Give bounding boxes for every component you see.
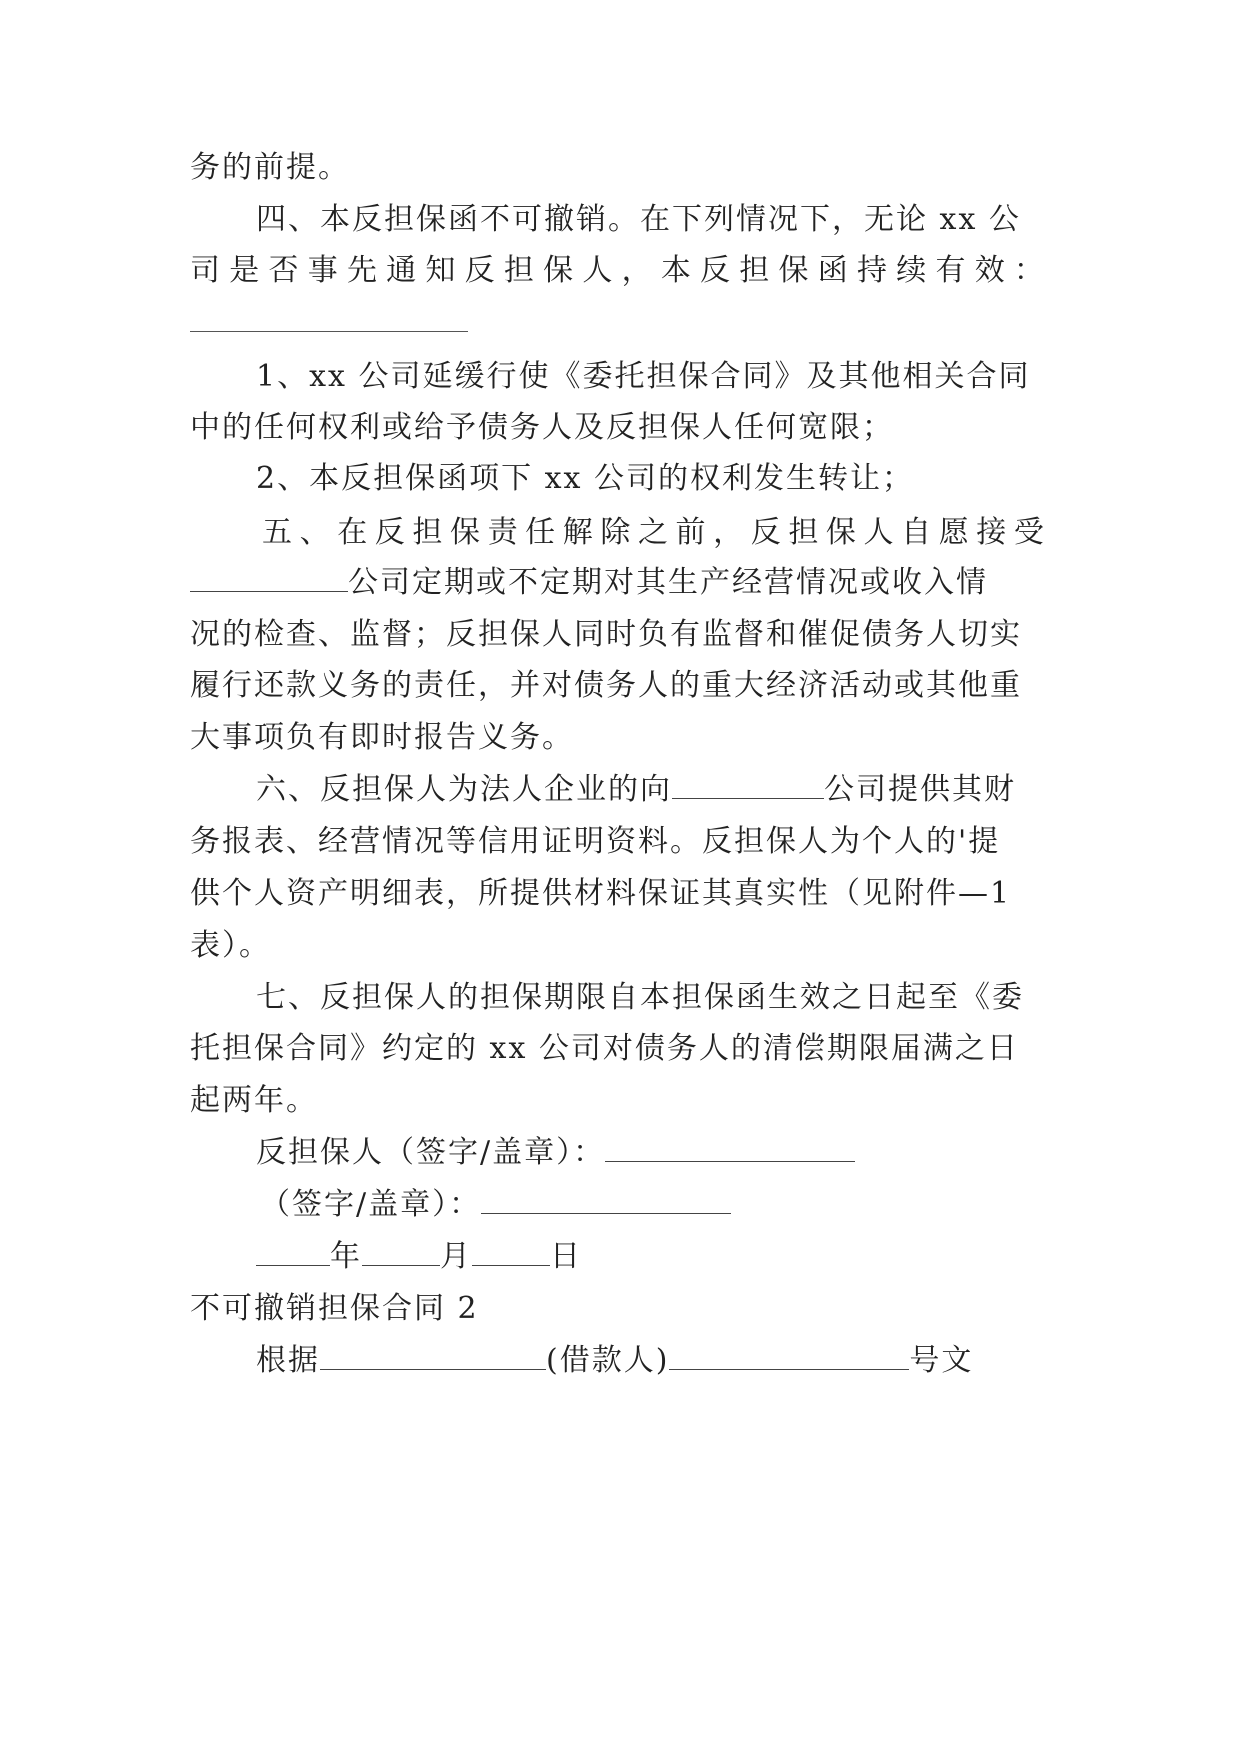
text-span: 号文 bbox=[909, 1343, 974, 1378]
justified-char: 续 bbox=[896, 253, 929, 288]
justified-char: 人 bbox=[582, 253, 615, 288]
justified-char: 五 bbox=[262, 515, 294, 550]
justified-char: 通 bbox=[386, 253, 419, 288]
year-label: 年 bbox=[330, 1239, 362, 1274]
justified-char: 保 bbox=[449, 515, 482, 550]
signature-blank[interactable] bbox=[481, 1187, 731, 1214]
text-line: 起两年。 bbox=[190, 1083, 318, 1118]
justified-char: 知 bbox=[425, 253, 458, 288]
justified-char: 责 bbox=[487, 515, 520, 550]
item-one-line: 1、xx 公司延缓行使《委托担保合同》及其他相关合同 bbox=[256, 359, 1031, 394]
year-blank[interactable] bbox=[256, 1239, 330, 1266]
clause-four-line: 四、本反担保函不可撤销。在下列情况下，无论 xx 公 bbox=[256, 202, 1021, 237]
justified-char: 愿 bbox=[938, 515, 971, 550]
justified-char: 效 bbox=[974, 253, 1007, 288]
signature-blank[interactable] bbox=[605, 1135, 855, 1162]
day-label: 日 bbox=[550, 1239, 582, 1274]
justified-char: 函 bbox=[817, 253, 850, 288]
justified-char: 之 bbox=[637, 515, 670, 550]
clause-five-justified-line bbox=[262, 513, 1046, 553]
text-span: 公司定期或不定期对其生产经营情况或收入情 bbox=[348, 565, 988, 600]
justified-char: 担 bbox=[412, 515, 445, 550]
justified-char: 持 bbox=[856, 253, 889, 288]
justified-char: 反 bbox=[700, 253, 733, 288]
justified-char: 在 bbox=[337, 515, 370, 550]
justified-char: 自 bbox=[901, 515, 934, 550]
justified-char: ， bbox=[713, 515, 746, 550]
justified-char: 担 bbox=[503, 253, 536, 288]
text-line: 务报表、经营情况等信用证明资料。反担保人为个人的'提 bbox=[190, 824, 1001, 859]
justified-char: 事 bbox=[307, 253, 340, 288]
company-blank[interactable] bbox=[190, 565, 348, 592]
item-two-line: 2、本反担保函项下 xx 公司的权利发生转让； bbox=[256, 461, 914, 496]
text-line: 中的任何权利或给予债务人及反担保人任何宽限； bbox=[190, 410, 894, 445]
text-span: 根据 bbox=[256, 1343, 320, 1378]
justified-char: 保 bbox=[825, 515, 858, 550]
day-blank[interactable] bbox=[472, 1239, 550, 1266]
month-blank[interactable] bbox=[362, 1239, 440, 1266]
justified-char: 反 bbox=[464, 253, 497, 288]
text-span: 公司提供其财 bbox=[824, 772, 1016, 807]
footnote-separator bbox=[190, 331, 468, 332]
clause-seven-line: 七、反担保人的担保期限自本担保函生效之日起至《委 bbox=[256, 980, 1024, 1015]
clause-six-line bbox=[256, 770, 1046, 810]
justified-char: 担 bbox=[739, 253, 772, 288]
justified-char: 反 bbox=[750, 515, 783, 550]
justified-char: 先 bbox=[346, 253, 379, 288]
justified-char: 反 bbox=[374, 515, 407, 550]
justified-char: 担 bbox=[788, 515, 821, 550]
justified-char: 解 bbox=[562, 515, 595, 550]
borrower-blank[interactable] bbox=[320, 1343, 546, 1370]
seal-signature-line bbox=[260, 1185, 1046, 1225]
clause-four-justified-line bbox=[190, 251, 1046, 291]
text-line: 托担保合同》约定的 xx 公司对债务人的清偿期限届满之日 bbox=[190, 1031, 1019, 1066]
company-blank[interactable] bbox=[672, 772, 824, 799]
justified-char: 除 bbox=[600, 515, 633, 550]
justified-char: 司 bbox=[190, 253, 222, 288]
text-span: 六、反担保人为法人企业的向 bbox=[256, 772, 672, 807]
document-number-blank[interactable] bbox=[669, 1343, 909, 1370]
month-label: 月 bbox=[440, 1239, 472, 1274]
justified-char: 任 bbox=[525, 515, 558, 550]
text-line: 供个人资产明细表，所提供材料保证其真实性（见附件—1 bbox=[190, 876, 1012, 911]
justified-char: 人 bbox=[863, 515, 896, 550]
justified-char: 保 bbox=[543, 253, 576, 288]
contract-intro-line bbox=[256, 1341, 1046, 1381]
text-line: 务的前提。 bbox=[190, 150, 350, 185]
signature-label: （签字/盖章）： bbox=[260, 1187, 482, 1222]
justified-char: 前 bbox=[675, 515, 708, 550]
justified-char: 接 bbox=[976, 515, 1009, 550]
justified-char: 、 bbox=[299, 515, 332, 550]
justified-char: ， bbox=[621, 253, 654, 288]
justified-char: 受 bbox=[1013, 515, 1046, 550]
justified-char: 本 bbox=[660, 253, 693, 288]
text-line: 况的检查、监督；反担保人同时负有监督和催促债务人切实 bbox=[190, 617, 1022, 652]
justified-char: 保 bbox=[778, 253, 811, 288]
justified-char: 是 bbox=[229, 253, 262, 288]
clause-five-blank-line bbox=[190, 563, 1046, 603]
justified-char: ： bbox=[1013, 253, 1046, 288]
guarantor-signature-line bbox=[256, 1133, 1046, 1173]
signature-label: 反担保人（签字/盖章）： bbox=[256, 1135, 606, 1170]
justified-char: 否 bbox=[268, 253, 301, 288]
section-title: 不可撤销担保合同 2 bbox=[190, 1291, 479, 1326]
text-span: (借款人) bbox=[546, 1343, 670, 1378]
text-line: 大事项负有即时报告义务。 bbox=[190, 720, 574, 755]
text-line: 表）。 bbox=[190, 928, 271, 963]
date-line bbox=[256, 1237, 1046, 1277]
text-line: 履行还款义务的责任，并对债务人的重大经济活动或其他重 bbox=[190, 668, 1022, 703]
justified-char: 有 bbox=[935, 253, 968, 288]
